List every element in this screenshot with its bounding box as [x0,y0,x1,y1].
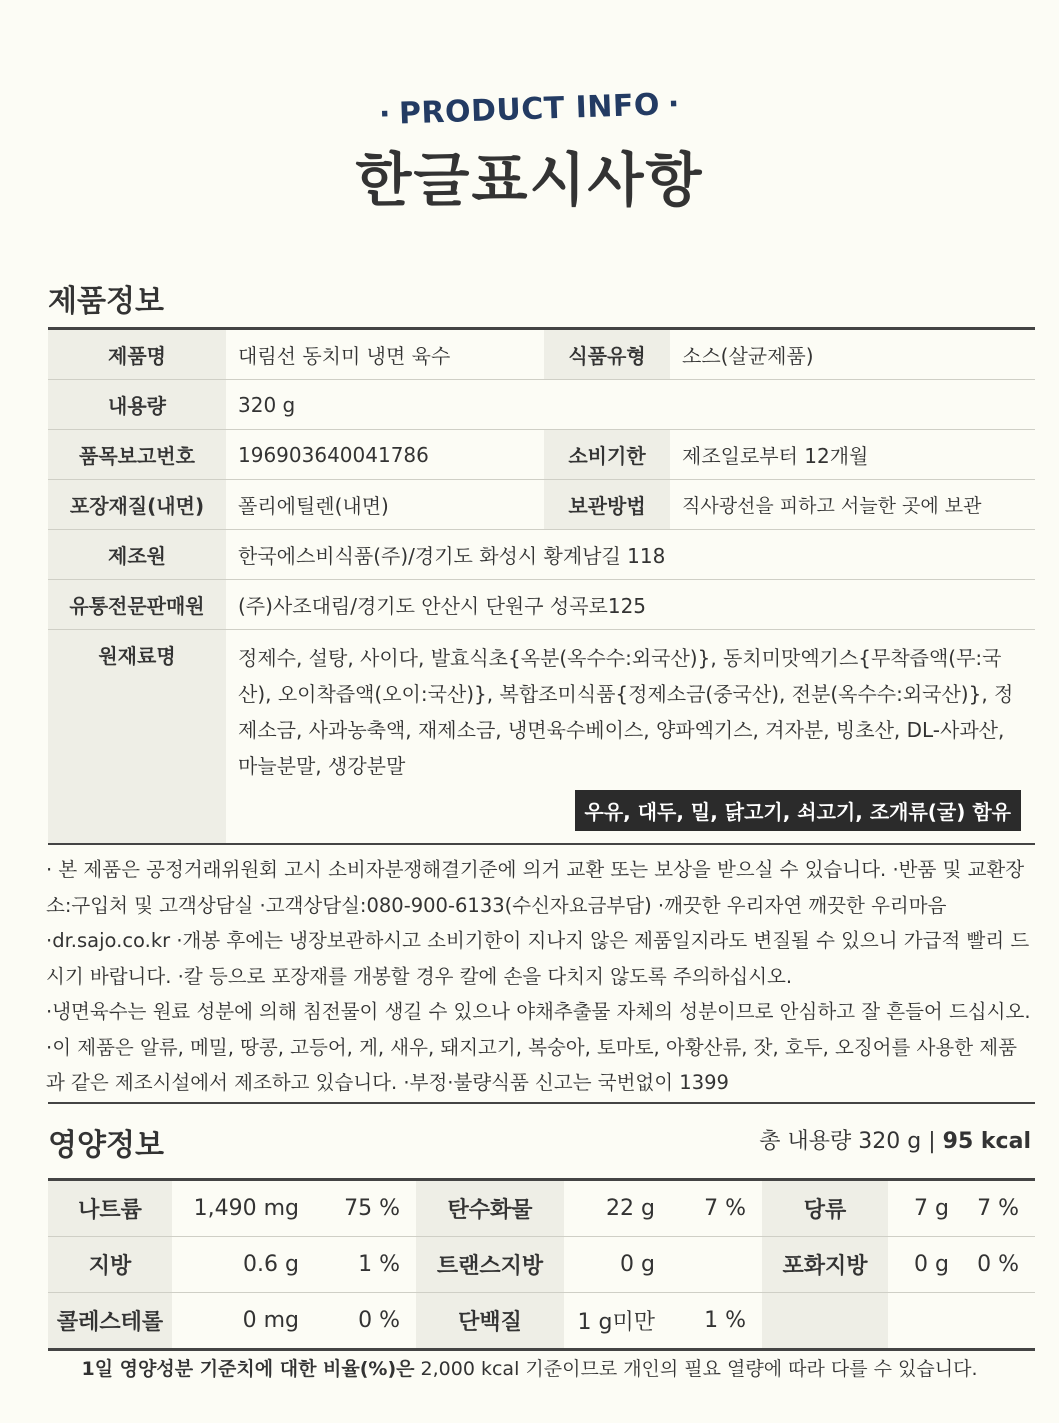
report-no-value: 196903640041786 [226,430,544,480]
storage-label: 보관방법 [544,480,670,530]
content-value: 320 g [226,380,1035,430]
notice-paragraph: · 본 제품은 공정거래위원회 고시 소비자분쟁해결기준에 의거 교환 또는 보상을 받으실 수 있습니다. ·반품 및 교환장소:구입처 및 고객상담실 ·고객상담실:080-900-6133(수신자요금부담) ·깨끗한 우리자연 깨끗한 우리마음 ·dr.sajo.co.kr ·개봉 후에는 냉장보관하시고 소비기한이 지나지 않은 제품일지라도 변질될 수 있으니 가급적 빨리 드시기 바랍니다. ·칼 등으로 포장재를 개봉할 경우 칼에 손을 다치지 않도록 주의하십시오. [46,858,1030,988]
empty-cell [959,1293,1035,1350]
divider [48,1102,1035,1104]
content-label: 내용량 [48,380,226,430]
nutrient-name: 지방 [48,1237,172,1293]
header-subtitle: · PRODUCT INFO · [378,86,681,133]
product-info-title: 제품정보 [48,284,164,319]
manufacturer-label: 제조원 [48,530,226,580]
table-row [48,1237,1035,1293]
nutrient-name: 당류 [762,1180,888,1237]
nutrient-name: 단백질 [416,1293,564,1350]
nutrient-name: 탄수화물 [416,1180,564,1237]
nutrient-amount: 22 g [564,1180,665,1237]
nutrient-amount: 7 g [888,1180,959,1237]
table-row [48,1293,1035,1350]
food-type-label: 식품유형 [544,329,670,380]
nutrition-table [48,1178,1035,1351]
header [0,86,1059,217]
page-title: 한글표시사항 [355,146,704,214]
expiry-value: 제조일로부터 12개월 [670,430,1035,480]
nutrient-amount: 0.6 g [172,1237,309,1293]
table-row [48,1180,1035,1237]
table-row [48,530,1035,580]
product-name-value: 대림선 동치미 냉면 육수 [226,329,544,380]
total-content: 총 내용량 320 g [759,1129,922,1154]
packaging-value: 폴리에틸렌(내면) [226,480,544,530]
dot-icon: · [378,96,392,133]
nutrient-amount: 0 g [888,1237,959,1293]
nutrient-percent [665,1237,762,1293]
table-row [48,480,1035,530]
table-row [48,430,1035,480]
total-separator: | [928,1129,936,1154]
food-type-value: 소스(살균제품) [670,329,1035,380]
dot-icon: · [667,86,681,123]
nutrient-name: 나트륨 [48,1180,172,1237]
distributor-label: 유통전문판매원 [48,580,226,630]
product-name-label: 제품명 [48,329,226,380]
notice-text [46,852,1031,1101]
nutrient-amount: 1 g미만 [577,1310,655,1335]
nutrient-percent: 0 % [959,1237,1035,1293]
nutrient-percent: 75 % [309,1180,416,1237]
table-row [48,329,1035,380]
nutrient-percent: 7 % [665,1180,762,1237]
ingredients-cell [226,630,1035,845]
allergen-badge: 우유, 대두, 밀, 닭고기, 쇠고기, 조개류(굴) 함유 [575,790,1022,831]
table-row [48,380,1035,430]
footnote-rest: 2,000 kcal 기준이므로 개인의 필요 열량에 따라 다를 수 있습니다. [414,1358,978,1380]
table-row [48,630,1035,845]
empty-cell [762,1293,888,1350]
nutrition-title: 영양정보 [48,1128,164,1163]
nutrition-footnote [0,1354,1059,1381]
manufacturer-value: 한국에스비식품(주)/경기도 화성시 황계남길 118 [226,530,1035,580]
nutrient-percent: 0 % [358,1308,400,1333]
nutrient-percent: 7 % [959,1180,1035,1237]
nutrient-percent: 1 % [704,1308,746,1333]
total-kcal: 95 kcal [942,1129,1031,1154]
distributor-value: (주)사조대림/경기도 안산시 단원구 성곡로125 [226,580,1035,630]
table-row [48,580,1035,630]
nutrient-amount: 0 g [564,1237,665,1293]
product-info-table [48,327,1035,845]
nutrient-name: 트랜스지방 [416,1237,564,1293]
nutrient-amount: 1,490 mg [172,1180,309,1237]
nutrition-total [759,1124,1031,1155]
nutrient-amount: 0 mg [242,1308,299,1333]
nutrient-percent: 1 % [309,1237,416,1293]
notice-paragraph: ·냉면육수는 원료 성분에 의해 침전물이 생길 수 있으나 야채추출물 자체의 성분이므로 안심하고 잘 흔들어 드십시오. ·이 제품은 알류, 메밀, 땅콩, 고등어, 게, 새우, 돼지고기, 복숭아, 토마토, 아황산류, 잣, 호두, 오징어를 사용한 제품과 같은 제조시설에서 제조하고 있습니다. ·부정·불량식품 신고는 국번없이 1399 [46,1000,1031,1094]
empty-cell [888,1293,959,1350]
ingredients-value: 정제수, 설탕, 사이다, 발효식초{옥분(옥수수:외국산)}, 동치미맛엑기스{무착즙액(무:국산), 오이착즙액(오이:국산)}, 복합조미식품{정제소금(중국산), 전분(옥수수:외국산)}, 정제소금, 사과농축액, 재제소금, 냉면육수베이스, 양파엑기스, 겨자분, 빙초산, DL-사과산, 마늘분말, 생강분말 [238,646,1014,778]
nutrient-name: 포화지방 [762,1237,888,1293]
storage-value: 직사광선을 피하고 서늘한 곳에 보관 [670,480,1035,530]
expiry-label: 소비기한 [544,430,670,480]
report-no-label: 품목보고번호 [48,430,226,480]
footnote-bold: 1일 영양성분 기준치에 대한 비율(%)은 [81,1358,415,1380]
packaging-label: 포장재질(내면) [48,480,226,530]
ingredients-label: 원재료명 [48,630,226,845]
nutrient-name: 콜레스테롤 [48,1293,172,1350]
